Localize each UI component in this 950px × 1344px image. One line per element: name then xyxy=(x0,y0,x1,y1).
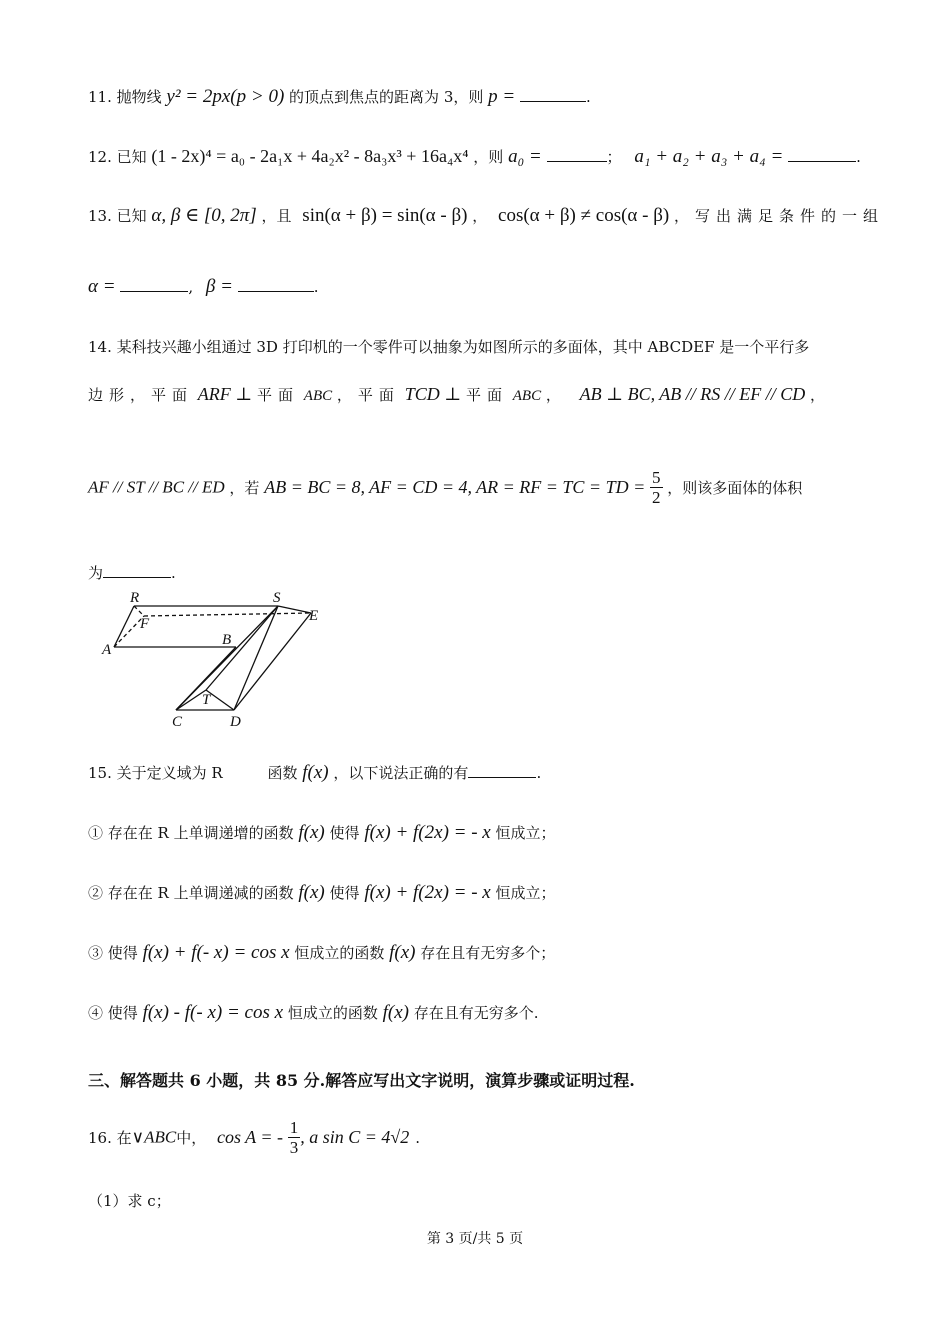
label-S: S xyxy=(273,590,281,606)
q15-opt3-f: f(x) xyxy=(389,942,416,963)
q14-t5: ，平面 xyxy=(336,386,400,404)
q13-comma: ， xyxy=(472,207,488,225)
question-14-line-1 xyxy=(88,336,809,357)
polyhedron-figure xyxy=(96,586,346,732)
q15-opt1-eq: f(x) + f(2x) = - x xyxy=(364,822,491,843)
q13-tail: ，写出满足条件的一组 xyxy=(674,207,885,225)
question-12 xyxy=(88,146,861,168)
q15-opt2-c: 恒成立； xyxy=(495,884,556,902)
q15-opt1-a: ① 存在在 R 上单调递增的函数 xyxy=(88,824,294,842)
q14-answer-blank[interactable] xyxy=(103,563,171,578)
q13-equation-2: cos(α + β) ≠ cos(α - β) xyxy=(498,205,670,226)
question-13-answers: α = , β = . xyxy=(88,276,319,297)
q15-prefix: 15. 关于定义域为 R xyxy=(88,764,223,782)
q14-t3: 平面 xyxy=(257,386,300,404)
q14-t6: TCD ⊥ xyxy=(404,384,462,404)
q15-opt2-b: 使得 xyxy=(329,884,360,902)
q11-answer-blank[interactable] xyxy=(520,87,586,102)
q11-text: 的顶点到焦点的距离为 3，则 xyxy=(289,88,484,106)
q15-fx: f(x) xyxy=(302,762,329,783)
q12-blank-1[interactable] xyxy=(547,147,607,162)
q16-triangle: ∨ABC xyxy=(131,1127,177,1147)
q15-opt1-b: 使得 xyxy=(329,824,360,842)
q16-cos: cos A = - xyxy=(216,1127,283,1147)
q15-opt1-f: f(x) xyxy=(298,822,325,843)
q13-alpha-blank[interactable] xyxy=(120,277,188,292)
q16-mid: 中， xyxy=(176,1129,207,1147)
q14-lengths: AB = BC = 8, AF = CD = 4, AR = RF = TC = TD = xyxy=(264,477,646,497)
q16-rest: , a sin C = 4√2 xyxy=(300,1127,410,1147)
q15-opt4-eq: f(x) - f(- x) = cos x xyxy=(142,1002,284,1023)
q15-end: . xyxy=(536,764,542,782)
q15-opt3-a: ③ 使得 xyxy=(88,944,138,962)
question-11 xyxy=(88,86,591,108)
q15-option-2 xyxy=(88,882,556,904)
q15-opt4-b: 恒成立的函数 xyxy=(287,1004,378,1022)
q14-volume: ，则该多面体的体积 xyxy=(667,479,803,497)
q12-end: . xyxy=(856,148,861,166)
q14-for: 为 xyxy=(88,564,104,582)
q15-function: 函数 xyxy=(267,764,298,782)
question-16 xyxy=(88,1118,420,1157)
q14-text-1: 14. 某科技兴趣小组通过 3D 打印机的一个零件可以抽象为如图所示的多面体，其中 ABCDEF 是一个平行多 xyxy=(88,338,810,356)
q12-text: ，则 xyxy=(473,148,504,166)
q13-beta: β = xyxy=(205,276,233,297)
q14-fraction xyxy=(650,468,663,507)
label-D: D xyxy=(230,714,241,730)
question-14-line-3 xyxy=(88,468,802,507)
q14-t8: ABC xyxy=(512,388,542,404)
q16-prefix: 16. 在 xyxy=(88,1129,132,1147)
question-15 xyxy=(88,762,541,784)
label-A: A xyxy=(102,642,112,658)
label-C: C xyxy=(172,714,183,730)
page-footer: 第 3 页/共 5 页 xyxy=(426,1231,524,1247)
label-B: B xyxy=(222,632,232,648)
q16-part-1: （1）求 c； xyxy=(88,1192,171,1210)
q14-den: 2 xyxy=(652,488,661,507)
q13-equation-1: sin(α + β) = sin(α - β) xyxy=(302,205,468,226)
q12-formula: (1 - 2x)⁴ = a₀ - 2a₁x + 4a₂x² - 8a₃x³ + 16a₄x⁴ xyxy=(151,146,469,166)
q14-parallels: AF // ST // BC // ED xyxy=(88,477,225,497)
q12-blank-2[interactable] xyxy=(788,147,856,162)
q15-option-4 xyxy=(88,1002,539,1024)
q15-opt1-c: 恒成立； xyxy=(495,824,556,842)
q13-prefix: 13. 已知 xyxy=(88,207,147,225)
q12-sep: ； xyxy=(606,148,622,166)
q16-fraction xyxy=(288,1118,301,1157)
question-13 xyxy=(88,204,884,227)
q11-variable: p = xyxy=(488,86,516,107)
q14-num: 5 xyxy=(652,468,661,487)
q15-opt3-eq: f(x) + f(- x) = cos x xyxy=(142,942,290,963)
q14-t4: ABC xyxy=(303,388,333,404)
q12-prefix: 12. 已知 xyxy=(88,148,147,166)
q14-t1: 边形，平面 xyxy=(88,386,194,404)
q15-answer-blank[interactable] xyxy=(468,763,536,778)
q11-prefix: 11. 抛物线 xyxy=(88,88,162,106)
q13-end: . xyxy=(313,278,319,296)
q15-opt4-f: f(x) xyxy=(382,1002,409,1023)
q15-opt2-f: f(x) xyxy=(298,882,325,903)
q15-opt4-a: ④ 使得 xyxy=(88,1004,138,1022)
q14-t10: AB ⊥ BC, AB // RS // EF // CD xyxy=(579,384,806,404)
question-14-line-2 xyxy=(88,384,825,405)
section-3-heading: 三、解答题共 6 小题，共 85 分.解答应写出文字说明，演算步骤或证明过程. xyxy=(88,1071,635,1090)
q15-opt3-b: 恒成立的函数 xyxy=(294,944,385,962)
q14-t2: ARF ⊥ xyxy=(197,384,253,404)
q15-tail: ，以下说法正确的有 xyxy=(333,764,469,782)
q15-opt2-eq: f(x) + f(2x) = - x xyxy=(364,882,491,903)
q11-formula: y² = 2px(p > 0) xyxy=(166,86,285,107)
q15-option-1 xyxy=(88,822,556,844)
q16-num: 1 xyxy=(289,1118,299,1137)
q14-t11: ， xyxy=(810,386,826,404)
q15-opt3-c: 存在且有无穷多个； xyxy=(420,944,556,962)
label-E: E xyxy=(309,608,319,624)
q14-if: ，若 xyxy=(229,479,260,497)
label-T: T xyxy=(202,692,211,708)
q15-opt4-c: 存在且有无穷多个. xyxy=(413,1004,539,1022)
q13-alpha: α = xyxy=(88,276,116,297)
q16-den: 3 xyxy=(289,1138,299,1157)
q14-t9: ， xyxy=(545,386,561,404)
q16-end: . xyxy=(415,1128,421,1147)
label-F: F xyxy=(140,616,150,632)
question-14-line-4 xyxy=(88,562,176,583)
q12-a0: a₀ = xyxy=(508,146,542,167)
q13-condition: α, β ∈ [0, 2π] xyxy=(151,205,257,226)
q11-end: . xyxy=(586,88,591,106)
q15-opt2-a: ② 存在在 R 上单调递减的函数 xyxy=(88,884,294,902)
q12-sum: a₁ + a₂ + a₃ + a₄ = xyxy=(634,146,784,167)
label-R: R xyxy=(130,590,140,606)
q13-and: ，且 xyxy=(261,207,292,225)
q15-option-3 xyxy=(88,942,555,964)
q14-t7: 平面 xyxy=(465,386,508,404)
q14-end: . xyxy=(171,564,176,582)
q13-beta-blank[interactable] xyxy=(238,277,314,292)
